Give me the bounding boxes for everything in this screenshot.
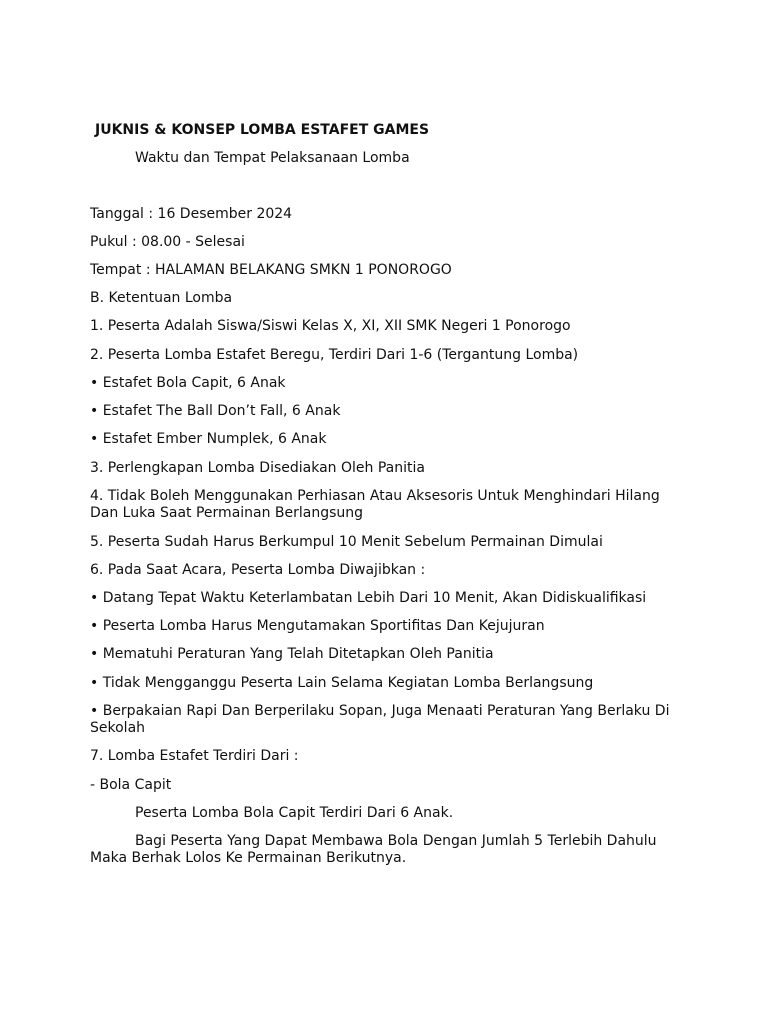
rule-1: 1. Peserta Adalah Siswa/Siswi Kelas X, XI, XII SMK Negeri 1 Ponorogo <box>90 318 571 334</box>
rule-5: 5. Peserta Sudah Harus Berkumpul 10 Menit Sebelum Permainan Dimulai <box>90 534 603 550</box>
tanggal-line: Tanggal : 16 Desember 2024 <box>90 206 293 222</box>
tempat-line: Tempat : HALAMAN BELAKANG SMKN 1 PONOROGO <box>90 262 452 278</box>
document-subtitle: Waktu dan Tempat Pelaksanaan Lomba <box>135 150 410 166</box>
rule-6-item: • Datang Tepat Waktu Keterlambatan Lebih Dari 10 Menit, Akan Didiskualifikasi <box>90 590 647 606</box>
rule-6-item: • Berpakaian Rapi Dan Berperilaku Sopan, Juga Menaati Peraturan Yang Berlaku Di Sekolah <box>90 703 670 736</box>
rule-2: 2. Peserta Lomba Estafet Beregu, Terdiri Dari 1-6 (Tergantung Lomba) <box>90 347 579 363</box>
rule-6-item: • Mematuhi Peraturan Yang Telah Ditetapkan Oleh Panitia <box>90 646 494 662</box>
rule-6-item: • Tidak Mengganggu Peserta Lain Selama Kegiatan Lomba Berlangsung <box>90 675 594 691</box>
rule-7-subheading: - Bola Capit <box>90 777 172 793</box>
rule-2-item: • Estafet The Ball Don’t Fall, 6 Anak <box>90 403 341 419</box>
rule-2-item: • Estafet Bola Capit, 6 Anak <box>90 375 286 391</box>
rule-6: 6. Pada Saat Acara, Peserta Lomba Diwajibkan : <box>90 562 426 578</box>
pukul-line: Pukul : 08.00 - Selesai <box>90 234 245 250</box>
section-b-heading: B. Ketentuan Lomba <box>90 290 233 306</box>
rule-2-item: • Estafet Ember Numplek, 6 Anak <box>90 431 327 447</box>
rule-6-item: • Peserta Lomba Harus Mengutamakan Sportifitas Dan Kejujuran <box>90 618 545 634</box>
rule-4: 4. Tidak Boleh Menggunakan Perhiasan Atau Aksesoris Untuk Menghindari Hilang Dan Luka Saat Permainan Berlangsung <box>90 488 660 521</box>
document-title: JUKNIS & KONSEP LOMBA ESTAFET GAMES <box>95 122 430 138</box>
rule-7-paragraph: Peserta Lomba Bola Capit Terdiri Dari 6 Anak. <box>135 805 454 821</box>
rule-3: 3. Perlengkapan Lomba Disediakan Oleh Panitia <box>90 460 425 476</box>
rule-7-paragraph: Bagi Peserta Yang Dapat Membawa Bola Dengan Jumlah 5 Terlebih Dahulu Maka Berhak Lolos Ke Permainan Berikutnya. <box>90 833 657 866</box>
rule-7: 7. Lomba Estafet Terdiri Dari : <box>90 748 299 764</box>
